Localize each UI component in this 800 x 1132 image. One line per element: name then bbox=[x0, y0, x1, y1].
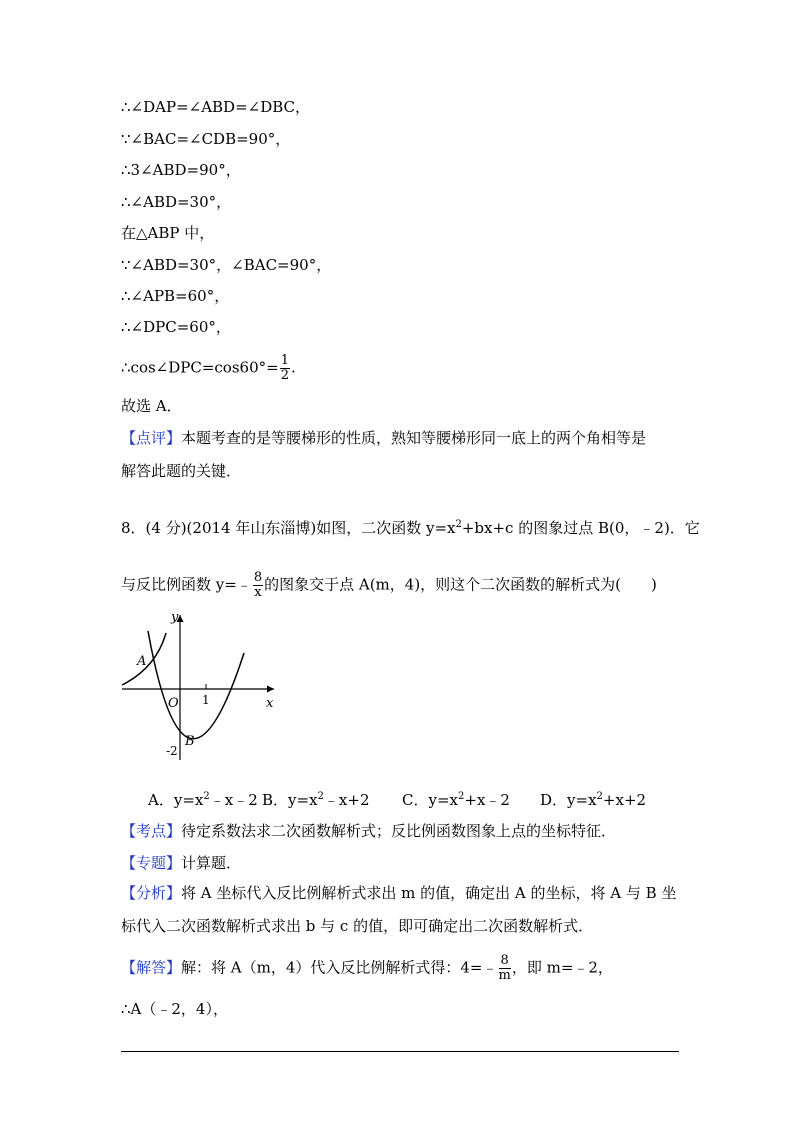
zhuanti-line bbox=[121, 853, 241, 873]
parabola-curve bbox=[148, 631, 244, 739]
q8-line1-text-a: 8．(4 分)(2014 年山东淄博)如图，二次函数 y=x bbox=[121, 519, 456, 537]
origin-label: O bbox=[168, 696, 179, 711]
kaodian-tag: 【考点】 bbox=[121, 822, 182, 840]
solution-line-5: 在△ABP 中， bbox=[121, 224, 215, 242]
point-b-label: B bbox=[185, 734, 195, 749]
option-a-pre: y=x bbox=[173, 791, 204, 809]
fenxi-tag: 【分析】 bbox=[121, 884, 182, 902]
kaodian-line bbox=[121, 821, 616, 841]
answer-line: 故选 A． bbox=[121, 397, 182, 415]
solution-line-6: ∵∠ABD=30°，∠BAC=90°， bbox=[121, 256, 332, 274]
solution-line-7: ∴∠APB=60°， bbox=[121, 287, 230, 305]
fenxi-text-1: 将 A 坐标代入反比例解析式求出 m 的值，确定出 A 的坐标，将 A 与 B 坐 bbox=[181, 884, 677, 902]
option-a[interactable] bbox=[148, 790, 258, 810]
zhuanti-tag: 【专题】 bbox=[121, 854, 182, 872]
option-c-pre: y=x bbox=[428, 791, 458, 809]
tick-label-minus-two: -2 bbox=[166, 744, 178, 758]
fenxi-line-2: 标代入二次函数解析式求出 b 与 c 的值，即可确定出二次函数解析式． bbox=[121, 917, 594, 935]
option-c-sup: 2 bbox=[458, 791, 465, 802]
jieda-tag: 【解答】 bbox=[121, 958, 182, 977]
cos-denominator: 2 bbox=[280, 368, 289, 383]
zhuanti-text: 计算题． bbox=[181, 854, 242, 872]
solution-line-1: ∴∠DAP=∠ABD=∠DBC， bbox=[121, 98, 311, 116]
jieda-line bbox=[121, 954, 613, 983]
q8-fraction bbox=[253, 571, 263, 600]
q8-line1-sup: 2 bbox=[455, 519, 462, 530]
option-c-label: C． bbox=[402, 791, 429, 809]
jieda-text-b: ，即 m=﹣2， bbox=[511, 958, 613, 977]
point-a-label: A bbox=[137, 654, 147, 669]
option-d-label: D． bbox=[540, 791, 568, 809]
q8-frac-den: x bbox=[254, 585, 262, 600]
last-line: ∴A（﹣2，4）， bbox=[121, 1000, 228, 1018]
review-text-1: 本题考查的是等腰梯形的性质，熟知等腰梯形同一底上的两个角相等是 bbox=[181, 429, 647, 447]
review-tag: 【点评】 bbox=[121, 429, 182, 447]
option-a-label: A． bbox=[148, 791, 174, 809]
parabola-hyperbola-figure bbox=[118, 605, 283, 765]
option-b[interactable] bbox=[262, 790, 370, 810]
x-axis-label: x bbox=[266, 696, 274, 711]
q8-frac-num: 8 bbox=[253, 570, 263, 585]
option-c-post: +x﹣2 bbox=[464, 791, 510, 809]
review-line-1 bbox=[121, 428, 646, 448]
q8-line2-text-b: 的图象交于点 A(m，4)，则这个二次函数的解析式为( ) bbox=[264, 575, 657, 594]
option-b-label: B． bbox=[262, 791, 289, 809]
fenxi-line-1 bbox=[121, 883, 676, 903]
q8-line2-text-a: 与反比例函数 y=﹣ bbox=[121, 575, 252, 594]
solution-line-3: ∴3∠ABD=90°， bbox=[121, 161, 241, 179]
solution-line-8: ∴∠DPC=60°， bbox=[121, 318, 231, 336]
cos-line bbox=[121, 354, 296, 383]
solution-line-4: ∴∠ABD=30°， bbox=[121, 193, 232, 211]
footer-rule bbox=[121, 1051, 679, 1052]
jieda-text-a: 解：将 A（m，4）代入反比例解析式得：4=﹣ bbox=[181, 958, 498, 977]
jieda-frac-den: m bbox=[498, 968, 511, 983]
jieda-fraction bbox=[499, 954, 511, 983]
question-8-line-1 bbox=[121, 518, 700, 538]
cos-suffix: . bbox=[290, 358, 296, 377]
option-b-pre: y=x bbox=[288, 791, 318, 809]
jieda-frac-num: 8 bbox=[499, 954, 511, 969]
cos-numerator: 1 bbox=[280, 353, 289, 368]
option-b-post: ﹣x+2 bbox=[323, 791, 370, 809]
option-d-sup: 2 bbox=[596, 791, 603, 802]
kaodian-text: 待定系数法求二次函数解析式；反比例函数图象上点的坐标特征． bbox=[181, 822, 617, 840]
review-line-2: 解答此题的关键． bbox=[121, 462, 242, 480]
question-8-line-2 bbox=[121, 571, 657, 600]
solution-line-2: ∵∠BAC=∠CDB=90°， bbox=[121, 130, 291, 148]
option-a-post: ﹣x﹣2 bbox=[209, 791, 258, 809]
option-d[interactable] bbox=[540, 790, 646, 810]
cos-prefix: ∴cos∠DPC=cos60°= bbox=[121, 358, 279, 377]
tick-label-1: 1 bbox=[202, 693, 210, 707]
option-d-pre: y=x bbox=[567, 791, 597, 809]
option-d-post: +x+2 bbox=[602, 791, 647, 809]
cos-fraction bbox=[280, 354, 290, 383]
option-c[interactable] bbox=[402, 790, 510, 810]
option-a-sup: 2 bbox=[203, 791, 210, 802]
y-axis-label: y bbox=[171, 610, 179, 625]
q8-line1-text-b: +bx+c 的图象过点 B(0，﹣2)．它 bbox=[461, 519, 700, 537]
option-b-sup: 2 bbox=[317, 791, 324, 802]
